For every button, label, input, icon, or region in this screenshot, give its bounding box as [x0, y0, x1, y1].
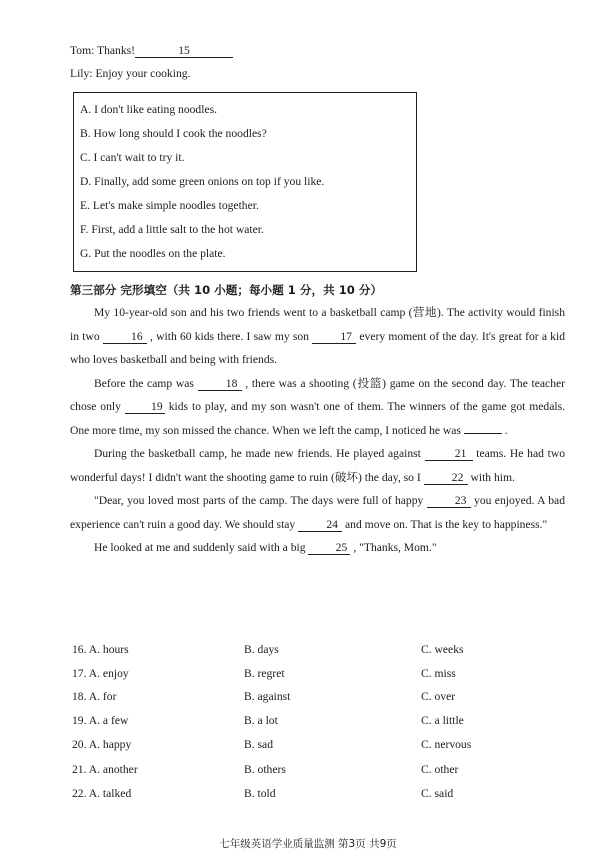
paragraph-1	[70, 301, 565, 372]
choice-c[interactable]: C. weeks	[421, 643, 464, 656]
choice-b[interactable]: B. regret	[244, 667, 285, 680]
option-b: B. How long should I cook the noodles?	[80, 127, 267, 140]
blank-22[interactable]: 22	[424, 472, 468, 485]
option-c: C. I can't wait to try it.	[80, 151, 185, 164]
answer-row-20	[72, 738, 592, 758]
choice-c[interactable]: C. other	[421, 763, 459, 776]
choice-a[interactable]: 20. A. happy	[72, 738, 132, 751]
choice-c[interactable]: C. a little	[421, 714, 464, 727]
choice-a[interactable]: 16. A. hours	[72, 643, 129, 656]
answer-row-19	[72, 714, 592, 734]
page-footer: 七年级英语学业质量监测 第3页 共9页	[219, 838, 397, 850]
answer-row-17	[72, 667, 592, 687]
blank-20[interactable]	[464, 433, 502, 434]
choice-b[interactable]: B. others	[244, 763, 286, 776]
p5-text-c: , "Thanks, Mom."	[350, 541, 437, 554]
choice-a[interactable]: 21. A. another	[72, 763, 138, 776]
blank-19[interactable]: 19	[125, 401, 165, 414]
p2-text-c: , there was a shooting (投篮) game on the second day. The teacher chose only	[70, 376, 565, 413]
blank-21[interactable]: 21	[425, 448, 473, 461]
option-g: G. Put the noodles on the plate.	[80, 247, 226, 260]
paragraph-2	[70, 372, 565, 443]
paragraph-3	[70, 442, 565, 489]
options-box	[73, 92, 417, 272]
p4-text-c: you enjoyed. A bad experience can't ruin a good day. We should stay	[70, 494, 565, 531]
p1-text-a: My 10-year-old son and his two friends went to a basketball camp (营地). The activity would finish in two	[70, 306, 565, 343]
blank-17[interactable]: 17	[312, 331, 356, 344]
option-f: F. First, add a little salt to the hot water.	[80, 223, 264, 236]
blank-16[interactable]: 16	[103, 331, 147, 344]
paragraph-4	[70, 489, 565, 536]
p4-text-a: "Dear, you loved most parts of the camp. The days were full of happy	[94, 494, 427, 507]
p1-text-d: every moment of the day. It's great for a kid who loves basketball and being with friends.	[70, 329, 565, 366]
choice-b[interactable]: B. days	[244, 643, 279, 656]
blank-23[interactable]: 23	[427, 495, 471, 508]
dialogue-lily-line: Lily: Enjoy your cooking.	[70, 67, 191, 80]
p2-text-d: kids to play, and my son wasn't one of them. The winners of the game got medals. One more time, my son missed the chance. When we left the camp, I noticed he was	[70, 400, 565, 437]
answer-row-22	[72, 787, 592, 807]
choice-b[interactable]: B. against	[244, 690, 291, 703]
p4-text-d: and move on. That is the key to happiness."	[342, 517, 548, 531]
choice-a[interactable]: 17. A. enjoy	[72, 667, 129, 680]
choice-c[interactable]: C. miss	[421, 667, 456, 680]
p3-text-c: teams. He had two wonderful days! I didn't want the shooting game to ruin (破坏) the day, so I	[70, 447, 565, 484]
p2-text-e: .	[501, 423, 508, 437]
answer-row-16	[72, 643, 592, 663]
choice-c[interactable]: C. nervous	[421, 738, 472, 751]
option-e: E. Let's make simple noodles together.	[80, 199, 259, 212]
p3-text-a: During the basketball camp, he made new friends. He played against	[94, 447, 425, 460]
choice-c[interactable]: C. said	[421, 787, 454, 800]
blank-24[interactable]: 24	[298, 519, 342, 532]
blank-18[interactable]: 18	[198, 378, 242, 391]
p1-text-c: , with 60 kids there. I saw my son	[146, 329, 313, 343]
choice-c[interactable]: C. over	[421, 690, 456, 703]
section-title: 第三部分 完形填空（共 10 小题；每小题 1 分，共 10 分）	[70, 283, 383, 297]
dialogue-tom-line	[70, 44, 233, 58]
blank-15[interactable]: 15	[135, 45, 233, 58]
blank-25[interactable]: 25	[308, 542, 350, 555]
answer-row-21	[72, 763, 592, 783]
choice-a[interactable]: 19. A. a few	[72, 714, 129, 727]
p5-text-a: He looked at me and suddenly said with a big	[94, 541, 309, 554]
option-d: D. Finally, add some green onions on top if you like.	[80, 175, 325, 188]
paragraph-5	[70, 536, 565, 560]
choice-b[interactable]: B. a lot	[244, 714, 278, 727]
cloze-passage	[70, 301, 565, 560]
answer-row-18	[72, 690, 592, 710]
choice-b[interactable]: B. sad	[244, 738, 273, 751]
option-a: A. I don't like eating noodles.	[80, 103, 218, 116]
p2-text-a: Before the camp was	[94, 376, 198, 390]
tom-prefix: Tom: Thanks!	[70, 44, 135, 57]
choice-a[interactable]: 18. A. for	[72, 690, 117, 703]
choice-b[interactable]: B. told	[244, 787, 276, 800]
p3-text-d: with him.	[467, 470, 515, 484]
choice-a[interactable]: 22. A. talked	[72, 787, 132, 800]
